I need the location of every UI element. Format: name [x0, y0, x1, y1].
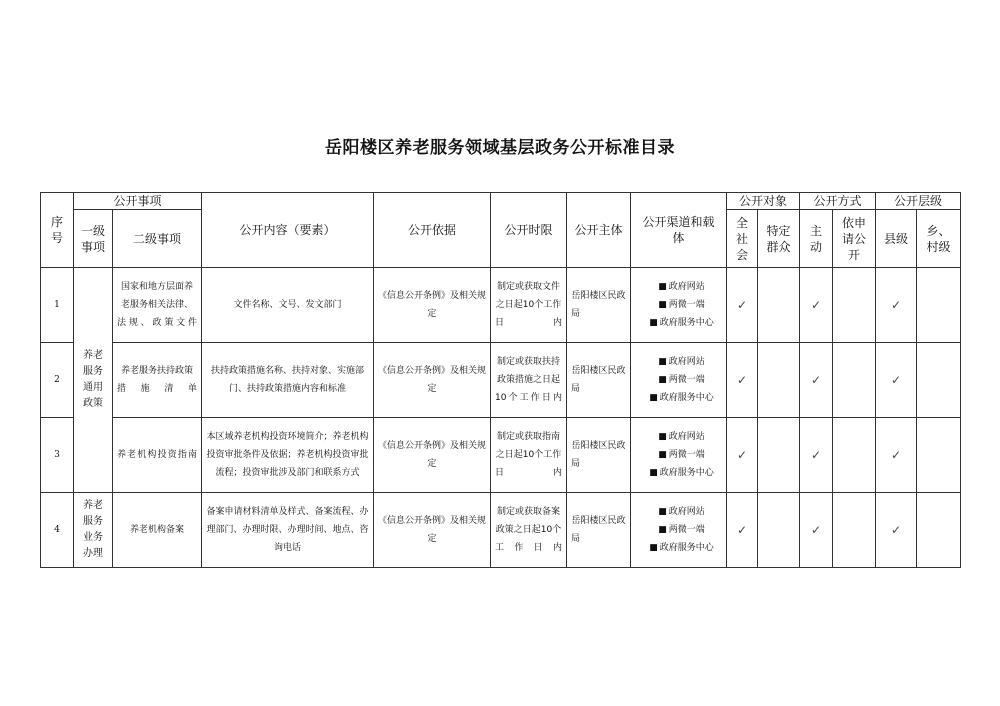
check-icon: ✓ [876, 418, 917, 493]
table-row [41, 268, 961, 343]
time-limit-cell: 制定或获取备案政策之日起10个工作日内 [491, 493, 567, 568]
header-audience: 公开对象 [727, 193, 800, 210]
check-icon: ✓ [727, 343, 758, 418]
channel-item: ■ 政府网站 [658, 282, 705, 292]
header-row-1 [41, 193, 961, 210]
level2-item: 养老机构投资指南 [113, 418, 202, 493]
level2-item: 养老服务扶持政策措施清单 [113, 343, 202, 418]
content-cell: 备案申请材料清单及样式、备案流程、办理部门、办理时限、办理时间、地点、咨询电话 [202, 493, 374, 568]
header-time-limit: 公开时限 [491, 193, 567, 268]
header-basis: 公开依据 [374, 193, 491, 268]
header-method-apply: 依申请公开 [833, 210, 876, 268]
table-row [41, 343, 961, 418]
channel-item: ■ 两微一端 [658, 300, 705, 310]
header-level: 公开层级 [876, 193, 961, 210]
header-content: 公开内容（要素） [202, 193, 374, 268]
header-matters: 公开事项 [74, 193, 202, 210]
bullet-square-icon: ■ [658, 525, 667, 535]
channel-item: ■ 两微一端 [658, 375, 705, 385]
bullet-square-icon: ■ [649, 318, 658, 328]
level2-item: 养老机构备案 [113, 493, 202, 568]
row-number: 4 [41, 493, 74, 568]
channel-item: ■ 政府服务中心 [649, 543, 714, 553]
empty-cell [758, 493, 800, 568]
row-number: 1 [41, 268, 74, 343]
bullet-square-icon: ■ [649, 543, 658, 553]
bullet-square-icon: ■ [658, 507, 667, 517]
check-icon: ✓ [800, 268, 833, 343]
row-number: 2 [41, 343, 74, 418]
channel-item: ■ 两微一端 [658, 525, 705, 535]
header-method: 公开方式 [800, 193, 876, 210]
bullet-square-icon: ■ [658, 432, 667, 442]
bullet-square-icon: ■ [658, 300, 667, 310]
check-icon: ✓ [876, 343, 917, 418]
header-audience-all: 全社会 [727, 210, 758, 268]
subject-cell: 岳阳楼区民政局 [567, 418, 631, 493]
empty-cell [833, 493, 876, 568]
channel-item: ■ 政府网站 [658, 432, 705, 442]
empty-cell [917, 493, 961, 568]
empty-cell [917, 418, 961, 493]
basis-cell: 《信息公开条例》及相关规定 [374, 418, 491, 493]
level2-item: 国家和地方层面养老服务相关法律、法规、政策文件 [113, 268, 202, 343]
empty-cell [758, 268, 800, 343]
content-cell: 文件名称、文号、发文部门 [202, 268, 374, 343]
bullet-square-icon: ■ [649, 468, 658, 478]
header-level-township: 乡、村级 [917, 210, 961, 268]
content-cell: 本区域养老机构投资环境简介；养老机构投资审批条件及依据；养老机构投资审批流程；投资审批涉及部门和联系方式 [202, 418, 374, 493]
bullet-square-icon: ■ [658, 375, 667, 385]
header-seq: 序号 [41, 193, 74, 268]
time-limit-cell: 制定或获取文件之日起10个工作日内 [491, 268, 567, 343]
category-service-handling: 养老服务业务办理 [74, 493, 113, 568]
empty-cell [758, 343, 800, 418]
channel-cell [631, 343, 727, 418]
header-level2: 二级事项 [113, 210, 202, 268]
content-cell: 扶持政策措施名称、扶持对象、实施部门、扶持政策措施内容和标准 [202, 343, 374, 418]
empty-cell [917, 343, 961, 418]
basis-cell: 《信息公开条例》及相关规定 [374, 343, 491, 418]
row-number: 3 [41, 418, 74, 493]
empty-cell [833, 268, 876, 343]
subject-cell: 岳阳楼区民政局 [567, 343, 631, 418]
empty-cell [833, 343, 876, 418]
channel-item: ■ 两微一端 [658, 450, 705, 460]
document-title: 岳阳楼区养老服务领域基层政务公开标准目录 [325, 138, 675, 158]
channel-cell [631, 268, 727, 343]
catalog-table [40, 192, 961, 568]
subject-cell: 岳阳楼区民政局 [567, 493, 631, 568]
empty-cell [917, 268, 961, 343]
time-limit-cell: 制定或获取扶持政策措施之日起10个工作日内 [491, 343, 567, 418]
check-icon: ✓ [800, 343, 833, 418]
category-general-policy: 养老服务通用政策 [74, 268, 113, 493]
check-icon: ✓ [727, 268, 758, 343]
bullet-square-icon: ■ [658, 450, 667, 460]
check-icon: ✓ [727, 418, 758, 493]
check-icon: ✓ [800, 493, 833, 568]
check-icon: ✓ [876, 493, 917, 568]
check-icon: ✓ [800, 418, 833, 493]
header-level1: 一级事项 [74, 210, 113, 268]
bullet-square-icon: ■ [649, 393, 658, 403]
header-audience-specific: 特定群众 [758, 210, 800, 268]
header-subject: 公开主体 [567, 193, 631, 268]
empty-cell [758, 418, 800, 493]
bullet-square-icon: ■ [658, 282, 667, 292]
channel-item: ■ 政府网站 [658, 507, 705, 517]
channel-item: ■ 政府网站 [658, 357, 705, 367]
bullet-square-icon: ■ [658, 357, 667, 367]
check-icon: ✓ [876, 268, 917, 343]
header-level-county: 县级 [876, 210, 917, 268]
channel-cell [631, 493, 727, 568]
time-limit-cell: 制定或获取指南之日起10个工作日内 [491, 418, 567, 493]
channel-item: ■ 政府服务中心 [649, 393, 714, 403]
table-row [41, 493, 961, 568]
channel-item: ■ 政府服务中心 [649, 468, 714, 478]
channel-cell [631, 418, 727, 493]
check-icon: ✓ [727, 493, 758, 568]
basis-cell: 《信息公开条例》及相关规定 [374, 493, 491, 568]
table-row [41, 418, 961, 493]
empty-cell [833, 418, 876, 493]
header-channel: 公开渠道和载体 [631, 193, 727, 268]
channel-item: ■ 政府服务中心 [649, 318, 714, 328]
subject-cell: 岳阳楼区民政局 [567, 268, 631, 343]
header-method-active: 主动 [800, 210, 833, 268]
basis-cell: 《信息公开条例》及相关规定 [374, 268, 491, 343]
